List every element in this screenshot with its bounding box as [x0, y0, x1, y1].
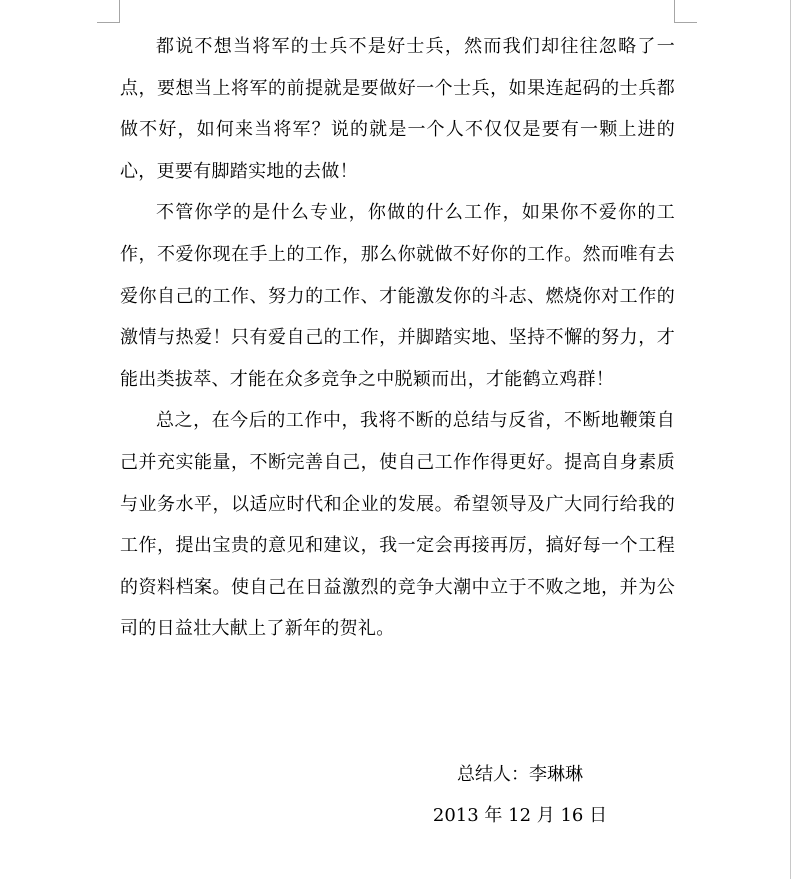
top-left-margin-mark: [97, 0, 120, 23]
document-body[interactable]: [120, 26, 675, 650]
paragraph-1[interactable]: 都说不想当将军的士兵不是好士兵，然而我们却往往忽略了一点，要想当上将军的前提就是要做好一个士兵，如果连起码的士兵都做不好，如何来当将军？说的就是一个人不仅仅是要有一颗上进的心，更要有脚踏实地的去做！: [120, 36, 675, 182]
page-edge-line: [790, 0, 791, 879]
paragraph-3[interactable]: 总之，在今后的工作中，我将不断的总结与反省，不断地鞭策自己并充实能量，不断完善自己，使自己工作作得更好。提高自身素质与业务水平，以适应时代和企业的发展。希望领导及广大同行给我的工作，提出宝贵的意见和建议，我一定会再接再厉，搞好每一个工程的资料档案。使自己在日益激烈的竞争大潮中立于不败之地，并为公司的日益壮大献上了新年的贺礼。: [120, 410, 675, 640]
signature-author[interactable]: 总结人：李琳琳: [457, 764, 583, 785]
signature-date[interactable]: 2013 年 12 月 16 日: [432, 805, 608, 826]
top-right-margin-mark: [674, 0, 697, 23]
paragraph-2[interactable]: 不管你学的是什么专业，你做的什么工作，如果你不爱你的工作，不爱你现在手上的工作，那么你就做不好你的工作。然而唯有去爱你自己的工作、努力的工作、才能激发你的斗志、燃烧你对工作的激情与热爱！只有爱自己的工作，并脚踏实地、坚持不懈的努力，才能出类拔萃、才能在众多竞争之中脱颖而出，才能鹤立鸡群！: [120, 202, 675, 390]
signature-block: [420, 754, 620, 836]
